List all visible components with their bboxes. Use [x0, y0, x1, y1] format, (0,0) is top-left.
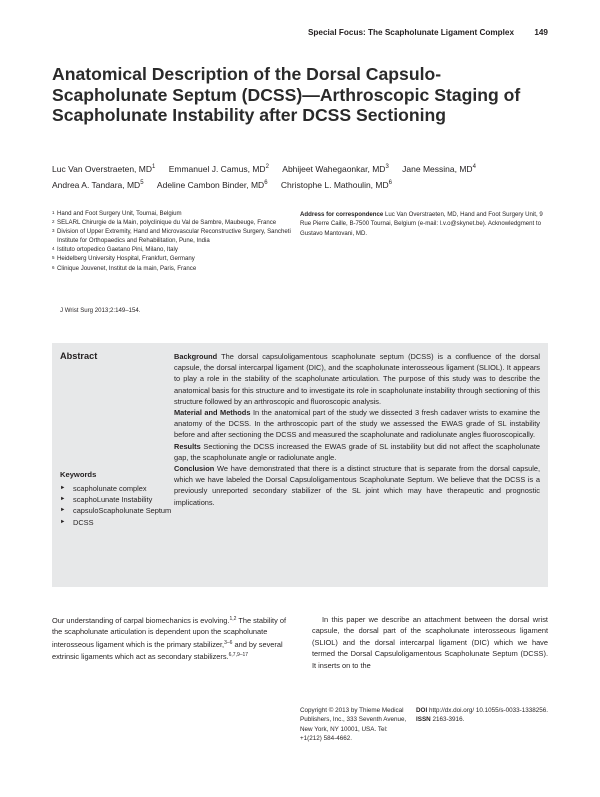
author: Christophe L. Mathoulin, $MD^6$: [280, 179, 392, 190]
affiliation: 1 Hand and Foot Surgery Unit, Tournai, Belgium: [52, 210, 182, 217]
keyword-item: ► scaphoLunate Instability: [60, 494, 172, 505]
journal-section-title: Special Focus: The Scapholunate Ligament Complex: [307, 28, 515, 37]
doi-value: http://dx.doi.org/ 10.1055/s-0033-1338256.: [428, 707, 548, 714]
author: Abhijeet Wahegaonkar, $MD^3$: [282, 164, 389, 174]
article-title: Anatomical Description of the Dorsal Capsulo-Scapholunate Septum (DCSS)—Arthroscopic Staging of Scapholunate Instability after DCSS Sectioning: [52, 64, 521, 126]
abstract-conclusion-text: We have demonstrated that there is a distinct structure that is separate from the dorsal capsule, which we have labeled the Dorsal Capsuloligamentous Scapholunate Septum. We believe that the DCSS is a previously unreported secondary stabilizer of the SL joint which may have therapeutic and prognostic implications.: [174, 464, 541, 507]
affiliation: 2 SELARL Chirurgie de la Main, polyclinique du Val de Sambre, Maubeuge, France: [52, 219, 277, 227]
issn-label: ISSN: [416, 716, 431, 724]
citation-ref: 1,2: [229, 616, 237, 622]
body-column-right: In this paper we describe an attachment between the dorsal wrist capsule, the dorsal part of the scapholunate interosseous ligament (SLIOL) and the dorsal intercarpal ligament (DIC) which we have termed the Dorsal Capsuloligamentous Scapholunate Septum (DCSS). It inserts on to the: [312, 615, 548, 670]
author: Adeline Cambon Binder, $MD^6$: [156, 179, 268, 190]
doi-label: DOI: [416, 707, 428, 714]
abstract-results-text: Sectioning the DCSS increased the EWAS grade of SL instability but did not affect the scapholunate gap, the scapholunate angle or radiolunate angle.: [174, 441, 540, 462]
abstract-methods-label: Material and Methods: [174, 408, 251, 418]
abstract-box: [52, 343, 548, 587]
author: Emmanuel J. Camus, $MD^2$: [168, 164, 269, 174]
abstract-results-label: Results: [174, 441, 201, 451]
author-list: [52, 161, 572, 192]
author: Jane Messina, $MD^4$: [402, 164, 476, 174]
correspondence-address: [300, 210, 550, 238]
affiliations: [52, 209, 292, 273]
page-number: 149: [534, 28, 548, 37]
abstract-methods-text: In the anatomical part of the study we dissected 3 fresh cadaver wrists to examine the anatomy of the DCSS. In the arthroscopic part of the study we assessed the EWAS grade of SL instability before and after sectioning the DCSS and measured the scapholunate and radiolunate angles fluoroscopically.: [174, 408, 541, 440]
citation-ref: 3–6: [224, 639, 233, 646]
affiliation: 4 Istituto ortopedico Gaetano Pini, Milano, Italy: [52, 246, 178, 254]
citation-ref: 6,7,9–17: [228, 652, 249, 659]
author: Luc Van Overstraeten, $MD^1$: [52, 164, 156, 174]
keywords-list: [60, 483, 172, 528]
journal-citation: J Wrist Surg 2013;2:149–154.: [60, 307, 141, 314]
abstract-background-text: The dorsal capsuloligamentous scapholunate septum (DCSS) is a confluence of the dorsal capsule, the dorsal intercarpal ligament (DIC), and the scapholunate interosseous ligament (SLIOL). It appears to play a role in the stability of the scapholunate articulation. The purpose of this study was to describe the anatomical basis for this structure and to investigate its role in scapholunate instability through sectioning of this structure followed by an arthroscopic and fluoroscopic analysis.: [174, 352, 540, 406]
keyword-item: ► DCSS: [60, 517, 172, 528]
affiliation: 6 Clinique Jouvenet, Institut de la main, Paris, France: [52, 264, 197, 272]
correspondence-label: Address for correspondence: [300, 211, 384, 218]
copyright-notice: Copyright © 2013 by Thieme Medical Publishers, Inc., 333 Seventh Avenue, New York, NY 10001, USA. Tel: +1(212) 584-4662.: [300, 707, 407, 742]
affiliation: 5 Heidelberg University Hospital, Frankfurt, Germany: [52, 255, 195, 263]
abstract-heading: Abstract: [60, 351, 98, 361]
author: Andrea A. Tandara, $MD^5$: [52, 179, 144, 190]
doi-issn: [416, 706, 556, 725]
abstract-body: [174, 351, 540, 508]
running-header: [308, 28, 548, 37]
abstract-conclusion-label: Conclusion: [174, 464, 215, 474]
keyword-item: ► scapholunate complex: [60, 483, 172, 494]
keyword-item: ► capsuloScapholunate Septum: [60, 505, 172, 516]
abstract-background-label: Background: [174, 352, 218, 361]
correspondence-text: Luc Van Overstraeten, MD, Hand and Foot Surgery Unit, 9 Rue Pierre Caille, B-7500 Tournai, Belgium (e-mail: l.v.o@skynet.be). Acknowledgment to Gustavo Mantovani, MD.: [300, 211, 543, 237]
issn-value: 2163-3916.: [432, 716, 465, 724]
keywords-heading: Keywords: [60, 470, 97, 479]
body-column-left: Our understanding of carpal biomechanics is evolving.$^{1,2}$ The stability of the scapholunate articulation is dependent upon the scapholunate interosseous ligament which is the primary stabilizer,$^{3-6}$ and by several extrinsic ligaments which act as secondary stabilizers.$^{6,7,9-17}$: [52, 616, 287, 662]
affiliation: 3 Division of Upper Extremity, Hand and Microvascular Reconstructive Surgery, Sancheti Institute for Orthopaedics and Rehabilitation, Pune, India: [52, 228, 291, 245]
